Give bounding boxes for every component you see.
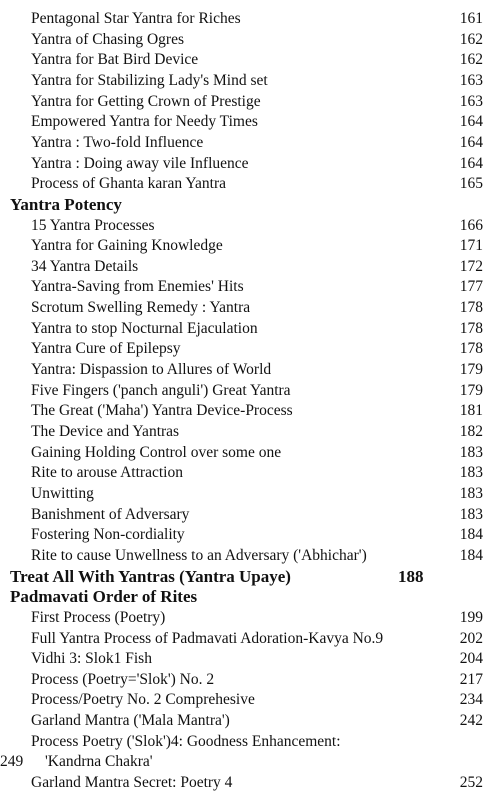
toc-page-number: 163 [459, 71, 483, 89]
toc-entry [0, 338, 492, 359]
toc-page-number: 164 [459, 113, 483, 131]
toc-entry [0, 607, 492, 628]
toc-entry-title: Five Fingers ('panch anguli') Great Yantra [31, 381, 291, 399]
toc-entry [0, 70, 492, 91]
toc-entry [0, 8, 492, 29]
toc-page-number: 188 [398, 566, 424, 586]
toc-heading-title: Treat All With Yantras (Yantra Upaye) [10, 566, 291, 586]
toc-page-number: 183 [459, 464, 483, 482]
toc-page-number: 165 [459, 175, 483, 193]
toc-page-number: 179 [459, 361, 483, 378]
toc-entry-title: 15 Yantra Processes [31, 216, 155, 234]
toc-page-number: 204 [459, 650, 483, 668]
toc-entry-title: The Great ('Maha') Yantra Device-Process [31, 402, 293, 420]
toc-entry [0, 483, 492, 504]
toc-page-number: 166 [459, 216, 483, 234]
toc-page-number: 183 [459, 443, 483, 461]
toc-page-number: 162 [459, 51, 483, 69]
toc-entry-title: Empowered Yantra for Needy Times [31, 113, 258, 131]
toc-section-heading [0, 566, 492, 587]
toc-entry-title: Banishment of Adversary [31, 505, 190, 523]
toc-entry [0, 297, 492, 318]
toc-entry [0, 504, 492, 525]
toc-entry-title: Yantra: Dispassion to Allures of World [31, 361, 272, 378]
toc-page-number: 184 [459, 526, 483, 544]
toc-page-number: 181 [459, 402, 483, 420]
toc-entry-title: Garland Mantra Secret: Poetry 4 [31, 774, 233, 791]
toc-entry [0, 545, 492, 566]
toc-heading-title: Yantra Potency [10, 194, 122, 214]
toc-entry [0, 731, 492, 752]
toc-page-number: 179 [459, 381, 483, 399]
toc-entry [0, 628, 492, 649]
toc-page-number: 184 [459, 546, 483, 564]
toc-page-number: 202 [459, 629, 483, 647]
toc-page-number: 178 [459, 340, 483, 358]
toc-entry-title: Yantra for Bat Bird Device [31, 51, 199, 69]
toc-entry [0, 772, 492, 793]
toc-entry [0, 256, 492, 277]
toc-entry [0, 462, 492, 483]
toc-page-number: 177 [459, 278, 483, 296]
toc-entry [0, 442, 492, 463]
toc-entry [0, 380, 492, 401]
toc-entry [0, 751, 492, 772]
toc-entry-title: Yantra Cure of Epilepsy [31, 340, 181, 358]
toc-page-number: 162 [459, 30, 483, 48]
toc-section-heading [0, 586, 492, 607]
toc-entry-title: Garland Mantra ('Mala Mantra') [31, 712, 230, 730]
toc-entry-title: Yantra : Two-fold Influence [31, 133, 204, 151]
toc-entry [0, 710, 492, 731]
toc-entry-title: Yantra-Saving from Enemies' Hits [31, 278, 244, 296]
toc-entry [0, 49, 492, 70]
toc-entry-title: Pentagonal Star Yantra for Riches [31, 10, 241, 27]
toc-entry [0, 153, 492, 174]
toc-page-number: 164 [459, 133, 483, 151]
toc-entry-title: Process (Poetry='Slok') No. 2 [31, 670, 215, 688]
toc-entry-title: The Device and Yantras [31, 423, 180, 440]
toc-entry-title: Rite to arouse Attraction [31, 464, 183, 482]
toc-page-number: 234 [459, 691, 483, 709]
toc-page-number: 171 [459, 237, 483, 255]
toc-page-number: 183 [459, 505, 483, 523]
toc-entry-title: Unwitting [31, 484, 94, 502]
toc-entry-title: First Process (Poetry) [31, 608, 166, 626]
toc-entry-title: Gaining Holding Control over some one [31, 443, 282, 461]
toc-entry [0, 111, 492, 132]
toc-entry-title: Yantra for Gaining Knowledge [31, 237, 223, 255]
toc-entry-title: Process Poetry ('Slok')4: Goodness Enhancement: [31, 732, 341, 750]
toc-page-number: 178 [459, 319, 483, 337]
toc-entry [0, 648, 492, 669]
toc-entry-title: Rite to cause Unwellness to an Adversary ('Abhichar') [31, 546, 367, 564]
toc-entry [0, 524, 492, 545]
toc-page-number: 164 [459, 154, 483, 172]
toc-entry [0, 91, 492, 112]
toc-page-number: 183 [459, 484, 483, 502]
toc-entry [0, 359, 492, 380]
toc-entry-title: Full Yantra Process of Padmavati Adoration-Kavya No.9 [31, 629, 384, 647]
toc-heading-title: Padmavati Order of Rites [10, 587, 198, 607]
toc-entry-title: Process of Ghanta karan Yantra [31, 175, 226, 193]
toc-entry [0, 132, 492, 153]
toc-entry [0, 318, 492, 339]
toc-entry-title: Vidhi 3: Slok1 Fish [31, 650, 152, 668]
toc-page-number: 252 [459, 774, 483, 791]
toc-entry-title: Yantra for Stabilizing Lady's Mind set [31, 71, 268, 89]
toc-entry [0, 215, 492, 236]
toc-entry-title: Yantra for Getting Crown of Prestige [31, 92, 261, 110]
toc-section-heading [0, 194, 492, 215]
toc-page-number: 163 [459, 92, 483, 110]
toc-page-number: 178 [459, 299, 483, 317]
toc-entry [0, 669, 492, 690]
toc-page-number: 249 [0, 753, 24, 771]
toc-entry [0, 689, 492, 710]
toc-entry-title: Yantra to stop Nocturnal Ejaculation [31, 319, 258, 337]
toc-entry-title: Yantra : Doing away vile Influence [31, 154, 249, 172]
toc-entry [0, 235, 492, 256]
toc-page-number: 182 [459, 423, 483, 440]
toc-page-number: 217 [459, 670, 483, 688]
toc-entry-title: Yantra of Chasing Ogres [31, 30, 184, 48]
toc-entry-title: Process/Poetry No. 2 Comprehesive [31, 691, 255, 709]
toc-entry-title: Scrotum Swelling Remedy : Yantra [31, 299, 251, 317]
toc-entry [0, 173, 492, 194]
toc-entry [0, 400, 492, 421]
toc-entry [0, 29, 492, 50]
toc-page-number: 199 [459, 608, 483, 626]
toc-entry-title: 'Kandrna Chakra' [45, 753, 153, 771]
toc-entry-title: 34 Yantra Details [31, 257, 139, 275]
toc-entry [0, 276, 492, 297]
toc-entry-title: Fostering Non-cordiality [31, 526, 185, 544]
toc-page-number: 161 [459, 10, 483, 27]
toc-page-number: 242 [459, 712, 483, 730]
toc-page-number: 172 [459, 257, 483, 275]
toc-entry [0, 421, 492, 442]
